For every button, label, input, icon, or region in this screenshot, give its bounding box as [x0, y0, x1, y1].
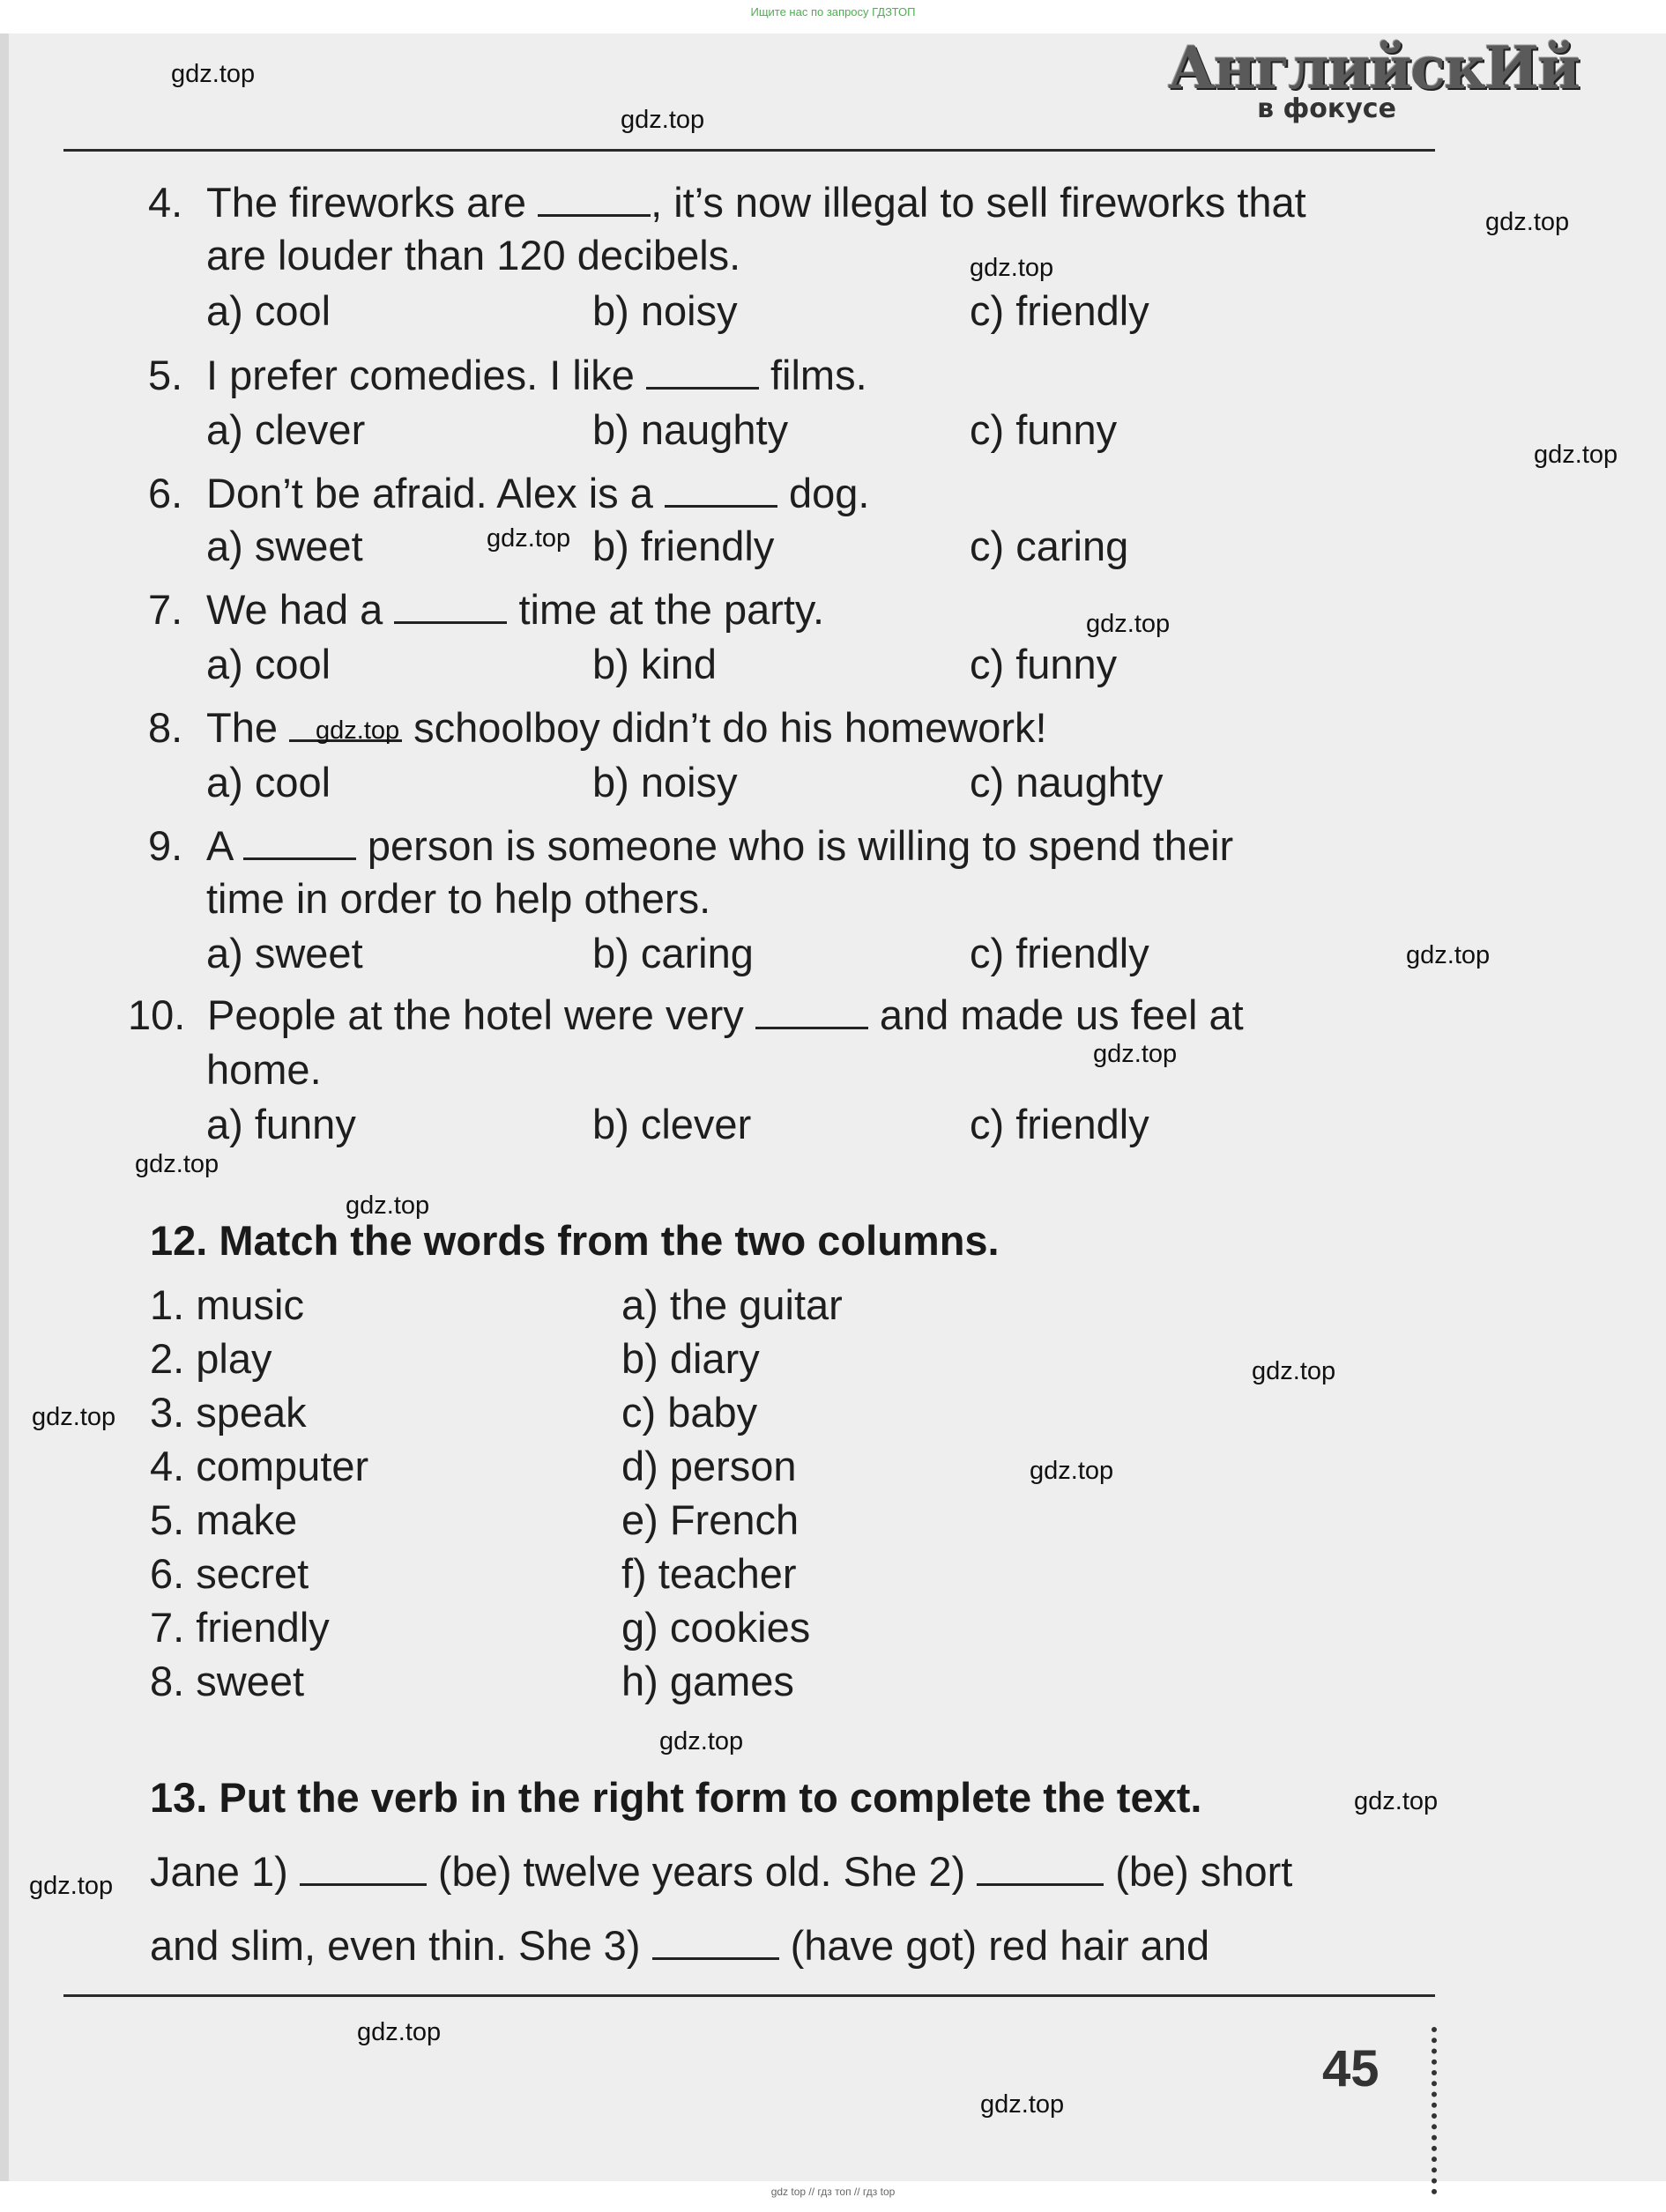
watermark: gdz.top: [487, 524, 571, 553]
match-right-b: b) diary: [621, 1335, 760, 1382]
watermark: gdz.top: [32, 1403, 116, 1431]
watermark: gdz.top: [1534, 441, 1618, 469]
question-10-option-c: c) friendly: [970, 1101, 1149, 1147]
question-6-line1: 6. Don’t be afraid. Alex is a dog.: [148, 470, 870, 516]
match-left-7: 7. friendly: [150, 1604, 330, 1651]
exercise-13-heading: 13. Put the verb in the right form to complete the text.: [150, 1774, 1202, 1821]
question-4-option-a: a) cool: [206, 287, 331, 334]
question-9-option-a: a) sweet: [206, 930, 363, 976]
match-right-g: g) cookies: [621, 1604, 811, 1651]
question-8-option-a: a) cool: [206, 759, 331, 805]
exercise-13-line1: Jane 1) (be) twelve years old. She 2) (be) short: [150, 1848, 1293, 1895]
match-right-a: a) the guitar: [621, 1281, 843, 1328]
page-left-edge: [0, 33, 9, 2181]
question-5-line1: 5. I prefer comedies. I like films.: [148, 352, 867, 398]
question-4-line1: 4. The fireworks are , it’s now illegal to sell fireworks that: [148, 179, 1306, 226]
match-right-d: d) person: [621, 1443, 797, 1489]
match-left-1: 1. music: [150, 1281, 304, 1328]
watermark: gdz.top: [970, 254, 1054, 282]
question-10-option-a: a) funny: [206, 1101, 356, 1147]
bottom-note: gdz top // гдз топ // гдз top: [770, 2186, 896, 2198]
watermark: gdz.top: [29, 1872, 114, 1900]
watermark: gdz.top: [980, 2090, 1065, 2119]
question-4-option-b: b) noisy: [592, 287, 738, 334]
watermark: gdz.top: [659, 1727, 744, 1755]
match-right-e: e) French: [621, 1496, 800, 1543]
watermark: gdz.top: [1252, 1357, 1336, 1385]
question-10-line1: 10. People at the hotel were very and made us feel at: [128, 991, 1244, 1038]
watermark: gdz.top: [1354, 1787, 1439, 1815]
watermark: gdz.top: [171, 60, 256, 88]
logo-title: АнглийскИй: [1168, 33, 1580, 102]
match-right-f: f) teacher: [621, 1550, 797, 1597]
question-8-option-b: b) noisy: [592, 759, 738, 805]
watermark: gdz.top: [357, 2018, 442, 2046]
watermark: gdz.top: [1030, 1457, 1114, 1485]
question-6-option-a: a) sweet: [206, 523, 363, 569]
bottom-rule: [63, 1994, 1435, 1997]
question-9-option-c: c) friendly: [970, 930, 1149, 976]
question-6-option-c: c) caring: [970, 523, 1129, 569]
question-10-line2: home.: [206, 1046, 322, 1093]
watermark: gdz.top: [1406, 941, 1491, 969]
watermark: gdz.top: [1086, 610, 1171, 638]
question-7-option-b: b) kind: [592, 641, 718, 687]
watermark: gdz.top: [1485, 208, 1570, 236]
logo: [1168, 33, 1580, 135]
match-left-3: 3. speak: [150, 1389, 307, 1436]
page-number: 45: [1322, 2040, 1380, 2097]
match-right-h: h) games: [621, 1658, 794, 1704]
match-left-4: 4. computer: [150, 1443, 369, 1489]
match-left-5: 5. make: [150, 1496, 298, 1543]
exercise-12-heading: 12. Match the words from the two columns.: [150, 1217, 1000, 1264]
question-7-option-a: a) cool: [206, 641, 331, 687]
question-8-line1: 8. The schoolboy didn’t do his homework!: [148, 704, 1047, 751]
watermark: gdz.top: [1093, 1040, 1178, 1068]
question-5-option-c: c) funny: [970, 406, 1118, 453]
page-edge-dots: [1432, 2027, 1442, 2194]
match-left-6: 6. secret: [150, 1550, 309, 1597]
watermark: gdz.top: [316, 716, 400, 745]
exercise-13-line2: and slim, even thin. She 3) (have got) red hair and: [150, 1922, 1210, 1969]
question-5-option-b: b) naughty: [592, 406, 789, 453]
question-5-option-a: a) clever: [206, 406, 366, 453]
watermark: gdz.top: [621, 106, 705, 134]
watermark: gdz.top: [135, 1150, 219, 1178]
question-7-option-c: c) funny: [970, 641, 1118, 687]
question-6-option-b: b) friendly: [592, 523, 775, 569]
top-rule: [63, 149, 1435, 152]
question-9-option-b: b) caring: [592, 930, 754, 976]
watermark: gdz.top: [346, 1191, 430, 1220]
question-7-line1: 7. We had a time at the party.: [148, 586, 825, 633]
question-9-line1: 9. A person is someone who is willing to spend their: [148, 822, 1234, 869]
question-10-option-b: b) clever: [592, 1101, 752, 1147]
question-4-line2: are louder than 120 decibels.: [206, 232, 741, 278]
question-9-line2: time in order to help others.: [206, 875, 711, 922]
top-note: Ищите нас по запросу ГДЗТОП: [750, 5, 916, 19]
match-left-8: 8. sweet: [150, 1658, 305, 1704]
match-right-c: c) baby: [621, 1389, 758, 1436]
question-8-option-c: c) naughty: [970, 759, 1164, 805]
logo-subtitle: в фокусе: [1257, 93, 1396, 124]
question-4-option-c: c) friendly: [970, 287, 1149, 334]
match-left-2: 2. play: [150, 1335, 272, 1382]
